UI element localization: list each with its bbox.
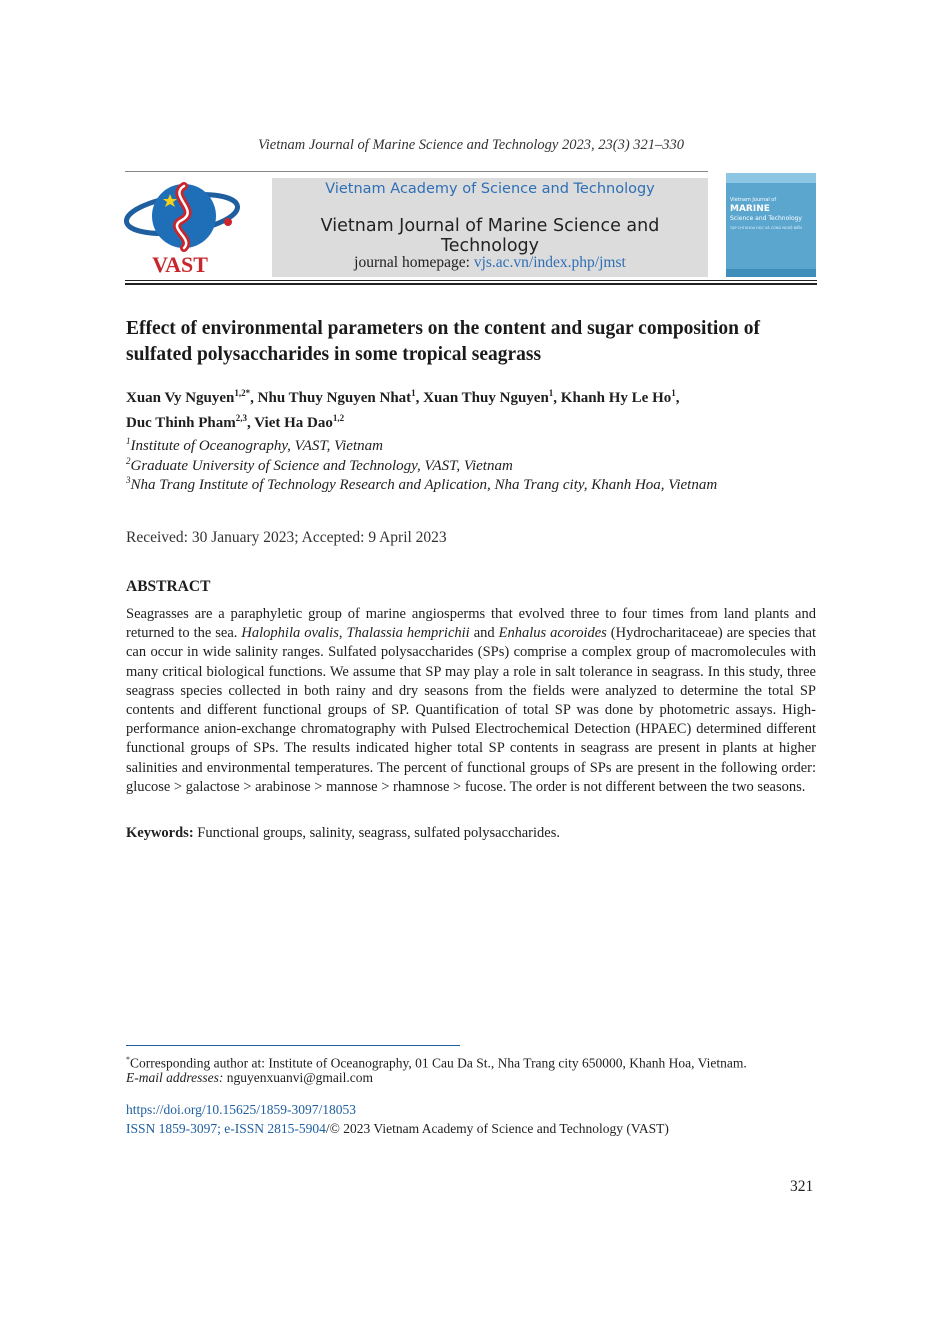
email-line bbox=[126, 1069, 816, 1087]
copyright-text: /© 2023 Vietnam Academy of Science and Technology (VAST) bbox=[325, 1121, 669, 1136]
received-dates: Received: 30 January 2023; Accepted: 9 April 2023 bbox=[126, 529, 447, 546]
logo-text: VAST bbox=[152, 252, 208, 276]
abstract-text: , bbox=[338, 625, 347, 642]
affiliation-text: Nha Trang Institute of Technology Research and Aplication, Nha Trang city, Khanh Hoa, Vietnam bbox=[130, 477, 718, 493]
email-address[interactable]: nguyenxuanvi@gmail.com bbox=[226, 1070, 374, 1085]
cover-bottom-strip bbox=[726, 269, 816, 277]
cover-line1: Vietnam Journal of bbox=[730, 197, 777, 203]
abstract-body bbox=[126, 605, 816, 797]
page-number: 321 bbox=[790, 1178, 814, 1195]
cover-line4: TẠP CHÍ KHOA HỌC VÀ CÔNG NGHỆ BIỂN bbox=[730, 226, 802, 230]
affiliation-number: 2 bbox=[126, 456, 131, 466]
issn-link[interactable]: ISSN 1859-3097; e-ISSN 2815-5904 bbox=[126, 1121, 326, 1136]
author-affil: 2,3 bbox=[235, 413, 248, 423]
species-name: Halophila ovalis bbox=[241, 625, 339, 642]
author-sep: , bbox=[247, 415, 255, 431]
footnote-rule bbox=[126, 1045, 460, 1046]
email-label: E-mail addresses: bbox=[126, 1070, 227, 1085]
cover-line2: MARINE bbox=[730, 204, 770, 214]
author-name: Xuan Vy Nguyen bbox=[126, 390, 235, 406]
affiliation-number: 3 bbox=[126, 475, 131, 485]
doi-link[interactable]: https://doi.org/10.15625/1859-3097/18053 bbox=[126, 1102, 357, 1117]
author-affil: 1 bbox=[411, 388, 416, 398]
author-sep: , bbox=[553, 390, 561, 406]
abstract-text: (Hydrocharitaceae) are species that can occur in wide salinity ranges. Sulfated polysaccharides (SPs) comprise a complex group of macromolecules with many critical biological functions. We assume that SP may play a role in salt tolerance in seagrass. In this study, three seagrass species collected in both rainy and dry seasons from the fields were analyzed to determine the total SP contents and different functional groups of SP. Quantification of total SP was done by photometric assays. High-performance anion-exchange chromatography with Pulsed Electrochemical Detection (HPAEC) determined different functional groups of SPs. The results indicated higher total SP contents in seagrass are present in plants at higher salinities and environmental temperatures. The percent of functional groups of SPs are present in the following order: glucose > galactose > arabinose > mannose > rhamnose > fucose. The order is not different between the two seasons. bbox=[126, 625, 816, 795]
abstract-heading: ABSTRACT bbox=[126, 578, 211, 595]
author-sep: , bbox=[250, 390, 258, 406]
author-list bbox=[126, 383, 816, 433]
footnote-mark: * bbox=[126, 1055, 130, 1064]
author-affil: 1 bbox=[548, 388, 554, 398]
author-sep: , bbox=[415, 390, 424, 406]
affiliation-text: Institute of Oceanography, VAST, Vietnam bbox=[130, 438, 383, 454]
journal-cover-thumbnail bbox=[726, 173, 816, 277]
banner-academy: Vietnam Academy of Science and Technology bbox=[325, 181, 655, 197]
cover-top-strip bbox=[726, 173, 816, 183]
author-name: Xuan Thuy Nguyen bbox=[423, 390, 549, 406]
cover-line3: Science and Technology bbox=[730, 215, 802, 222]
author-affil: 1,2* bbox=[234, 388, 251, 398]
author-affil: 1,2 bbox=[332, 413, 345, 423]
species-name: Thalassia hemprichii bbox=[346, 625, 470, 642]
keywords-label: Keywords: bbox=[126, 825, 194, 841]
author-sep: , bbox=[675, 390, 680, 406]
journal-banner bbox=[272, 178, 708, 277]
species-name: Enhalus acoroides bbox=[498, 625, 607, 642]
abstract-text: Seagrasses are a paraphyletic group of marine angiosperms that evolved three to four times from land plants and returned to the sea. bbox=[126, 606, 816, 642]
corresponding-text: Corresponding author at: Institute of Oceanography, 01 Cau Da St., Nha Trang city 650000, Khanh Hoa, Vietnam. bbox=[130, 1055, 747, 1071]
article-title: Effect of environmental parameters on the content and sugar composition of sulfated polysaccharides in some tropical seagrass bbox=[126, 318, 761, 365]
header-bottom-rule-thick bbox=[125, 283, 817, 285]
author-name: Khanh Hy Le Ho bbox=[560, 390, 672, 406]
author-name: Duc Thinh Pham bbox=[126, 415, 236, 431]
affiliation bbox=[126, 471, 816, 495]
affiliation-number: 1 bbox=[126, 436, 131, 446]
abstract-text: and bbox=[469, 625, 499, 642]
issn-line bbox=[126, 1121, 669, 1137]
header-rule bbox=[125, 171, 708, 172]
author-affil: 1 bbox=[671, 388, 676, 398]
journal-citation: Vietnam Journal of Marine Science and Technology 2023, 23(3) 321–330 bbox=[257, 137, 685, 153]
vast-logo bbox=[124, 176, 249, 276]
author-name: Viet Ha Dao bbox=[254, 415, 333, 431]
homepage-link[interactable]: vjs.ac.vn/index.php/jmst bbox=[473, 254, 626, 271]
header-bottom-rule bbox=[125, 280, 817, 281]
homepage-label: journal homepage: bbox=[354, 254, 474, 271]
keywords-list: Functional groups, salinity, seagrass, sulfated polysaccharides. bbox=[193, 825, 560, 841]
affiliation-text: Graduate University of Science and Technology, VAST, Vietnam bbox=[130, 458, 513, 474]
author-name: Nhu Thuy Nguyen Nhat bbox=[257, 390, 412, 406]
banner-journal-name: Vietnam Journal of Marine Science and Technology bbox=[320, 216, 660, 256]
keywords bbox=[126, 825, 816, 842]
banner-homepage bbox=[272, 254, 708, 272]
